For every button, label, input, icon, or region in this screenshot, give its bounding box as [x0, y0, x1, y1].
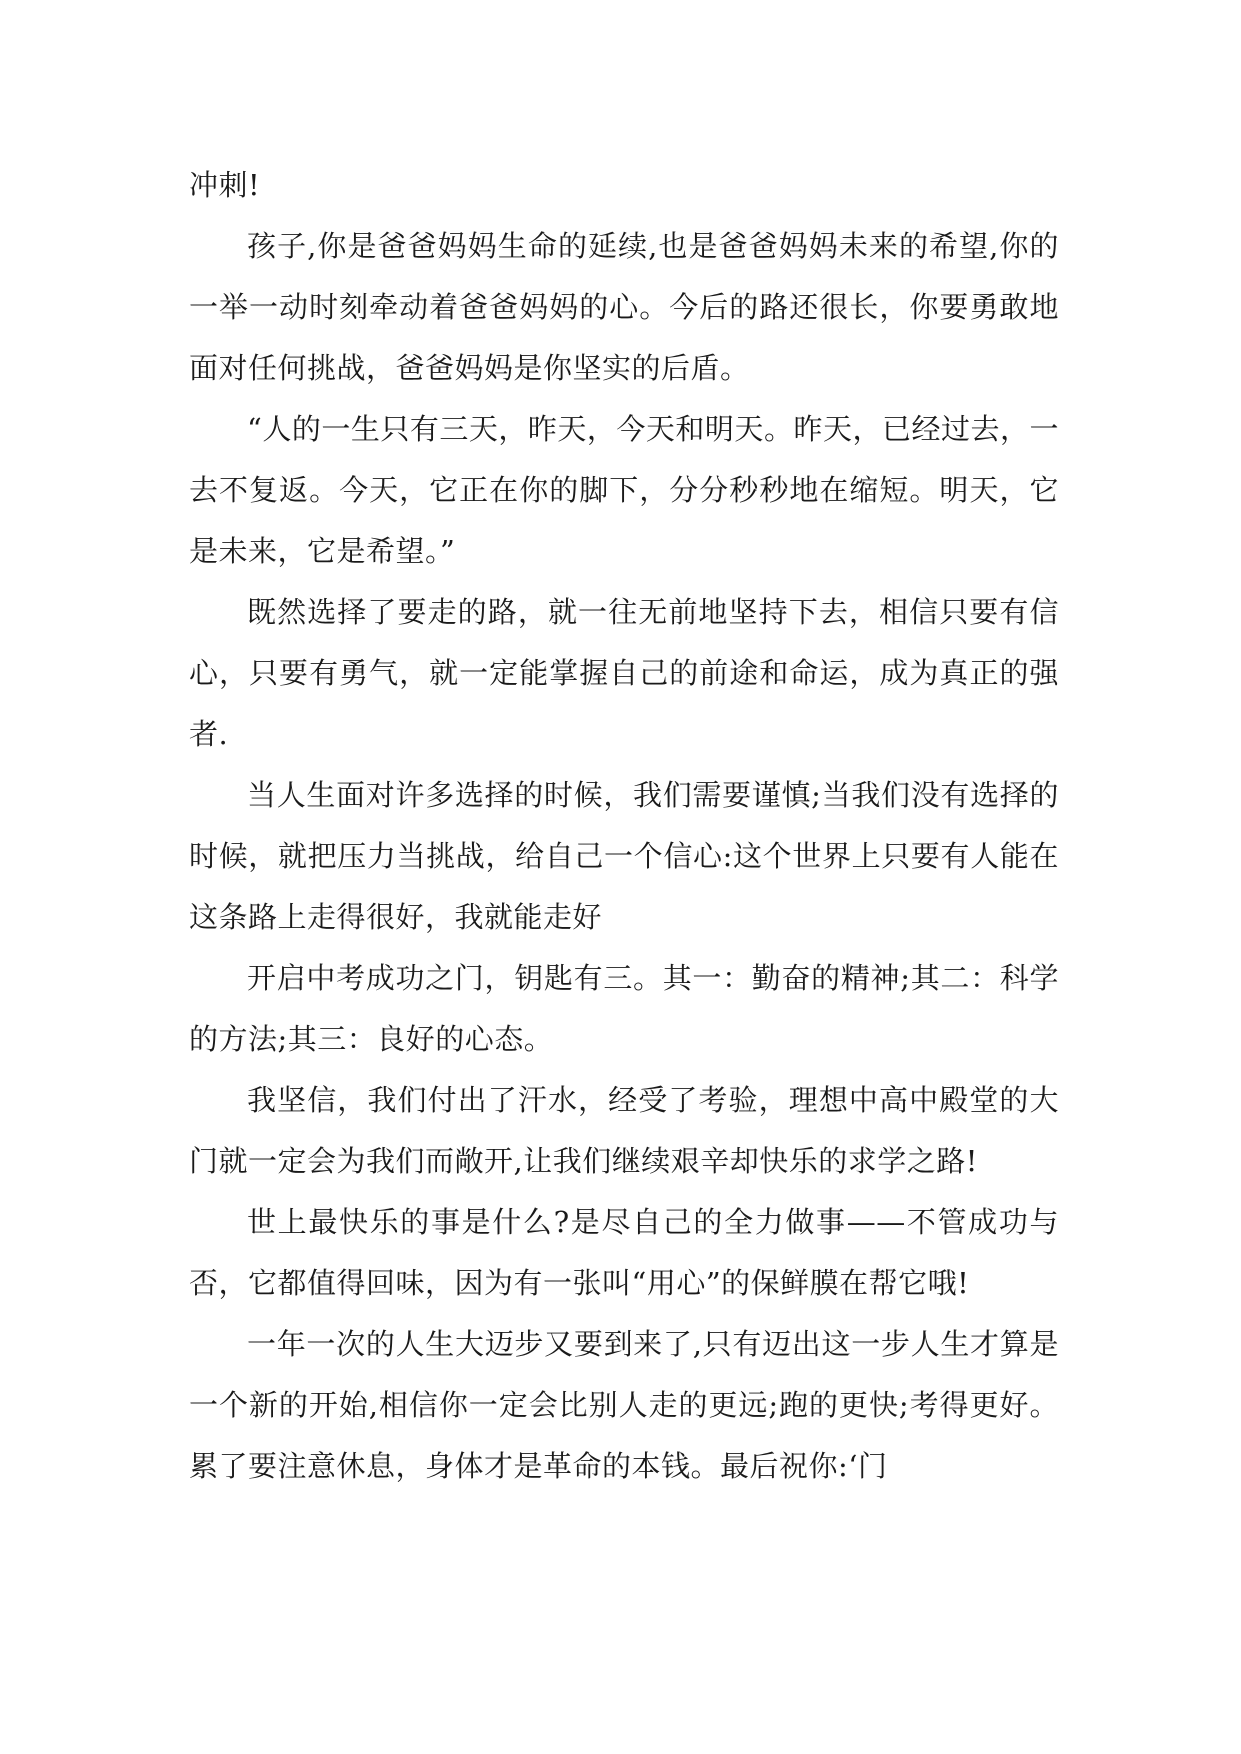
paragraph: 既然选择了要走的路，就一往无前地坚持下去，相信只要有信心，只要有勇气，就一定能掌握自己的前途和命运，成为真正的强者.: [189, 595, 1059, 751]
paragraph: 开启中考成功之门，钥匙有三。其一：勤奋的精神;其二：科学的方法;其三：良好的心态。: [189, 961, 1059, 1056]
paragraph: 世上最快乐的事是什么?是尽自己的全力做事——不管成功与否，它都值得回味，因为有一张叫“用心”的保鲜膜在帮它哦!: [189, 1205, 1059, 1300]
paragraph-quote: “人的一生只有三天，昨天，今天和明天。昨天，已经过去，一去不复返。今天，它正在你的脚下，分分秒秒地在缩短。明天，它是未来，它是希望。”: [189, 412, 1059, 568]
paragraph: 当人生面对许多选择的时候，我们需要谨慎;当我们没有选择的时候，就把压力当挑战，给自己一个信心:这个世界上只要有人能在这条路上走得很好，我就能走好: [189, 778, 1059, 934]
paragraph: 孩子,你是爸爸妈妈生命的延续,也是爸爸妈妈未来的希望,你的一举一动时刻牵动着爸爸妈妈的心。今后的路还很长，你要勇敢地面对任何挑战，爸爸妈妈是你坚实的后盾。: [189, 229, 1059, 385]
paragraph: 一年一次的人生大迈步又要到来了,只有迈出这一步人生才算是一个新的开始,相信你一定会比别人走的更远;跑的更快;考得更好。累了要注意休息，身体才是革命的本钱。最后祝你:‘门: [189, 1327, 1059, 1483]
paragraph-continuation: 冲刺!: [189, 168, 261, 202]
paragraph: 我坚信，我们付出了汗水，经受了考验，理想中高中殿堂的大门就一定会为我们而敞开,让我们继续艰辛却快乐的求学之路!: [189, 1083, 1059, 1178]
document-body: [189, 155, 1059, 1497]
